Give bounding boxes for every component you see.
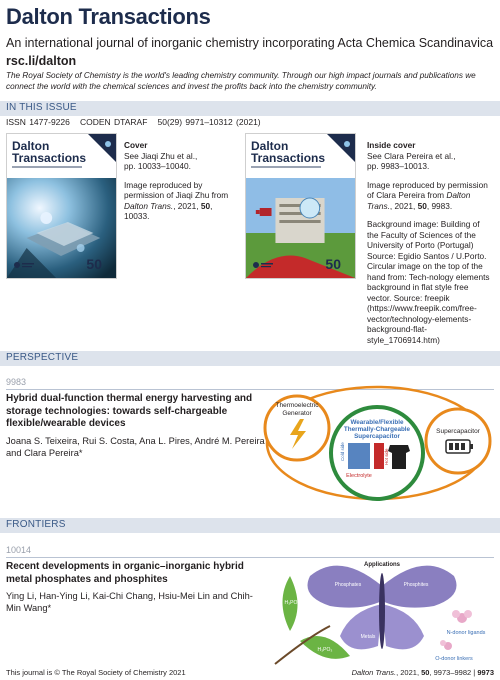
inside-cover-background-credit: Background image: Building of the Faculty of Sciences of the University of Porto (Portugal) Source: Egidio Santos / U.Porto. Circular image on the top of the hand from: Tech-nology elements background in flat style free vector. Source: freepik (https://www.freepik.com/free-vector/technology-elements-background-flat-style_1706914.htm) [367,219,490,345]
in-this-issue-bar [0,101,500,116]
frontiers-authors: Ying Li, Han-Ying Li, Kai-Chi Chang, Hsiu-Mei Lin and Chih-Min Wang* [6,591,253,613]
perspective-bar [0,351,500,366]
svg-text:O-donor linkers: O-donor linkers [435,656,473,662]
frontiers-article-number: 10014 [6,545,32,555]
svg-text:Phosphites: Phosphites [403,582,429,588]
frontiers-bar [0,518,500,533]
inside-cover-heading: Inside cover [367,140,416,150]
journal-url[interactable]: rsc.li/dalton [6,54,77,68]
issn-line [6,117,261,127]
svg-text:Generator: Generator [282,410,312,417]
inside-cover-title: Dalton Transactions [251,139,326,165]
butterfly-lower-left-wing [340,604,382,649]
coden: CODEN DTARAF [79,117,148,127]
svg-text:H₃PO₄: H₃PO₄ [284,600,300,606]
supercapacitor-circle [426,409,490,473]
inside-cover-ribbon-icon [315,134,355,174]
inside-cover-image [245,133,356,279]
inside-cover-caption: Inside cover See Clara Pereira et al., pp. 9983–10013. Image reproduced by permission of Clara Pereira from Dalton Trans., 2021, 50, 9983. Background image: Building of the Faculty of Sciences of the University of Porto (Portugal) Source: Egidio Santos / U.Porto. Circular image on the top of the hand from: Tech-nology elements background in flat style free vector. Source: freepik (https://www.freepik.com/free-vector/technology-elements-background-flat-style_1706914.htm) [367,140,490,345]
footer-copyright: This journal is © The Royal Society of Chemistry 2021 [6,668,186,677]
cover-50-anniversary: 50 [86,256,102,272]
frontiers-article-title[interactable]: Recent developments in organic–inorganic hybrid metal phosphates and phosphites [6,561,244,585]
journal-subtitle: An international journal of inorganic chemistry incorporating Acta Chemica Scandinavica [6,36,494,50]
svg-text:Thermally-Chargeable: Thermally-Chargeable [343,426,411,433]
section-label-in-this-issue: IN THIS ISSUE [6,102,77,113]
svg-text:Hot side: Hot side [384,448,389,465]
inside-rsc-logo [252,260,274,270]
cover-title: Dalton Transactions [12,139,87,165]
rsc-logo [13,260,35,270]
footer-citation: Dalton Trans., 2021, 50, 9973–9982 | 9973 [351,668,494,677]
issn: ISSN 1477-9226 [6,117,70,127]
butterfly-lower-right-wing [382,604,424,649]
front-cover-heading: Cover [124,140,148,150]
section-label-perspective: PERSPECTIVE [6,352,79,363]
svg-text:Phosphates: Phosphates [334,582,362,588]
perspective-article-title[interactable]: Hybrid dual-function thermal energy harvesting and storage technologies: towards self-chargeable flexible/wearable devices [6,393,253,429]
perspective-article-number: 9983 [6,377,27,387]
perspective-graphic [262,383,494,505]
svg-text:Supercapacitor: Supercapacitor [436,428,480,435]
rsc-blurb: The Royal Society of Chemistry is the world's leading chemistry community. Through our high impact journals and publications we connect the world with the chemical sciences and invest the profits back into the chemistry community. [6,71,476,91]
front-cover-image [6,133,117,279]
journal-title: Dalton Transactions [6,4,211,29]
cover-ribbon-icon [76,134,116,174]
section-label-frontiers: FRONTIERS [6,519,66,530]
svg-text:Cold side: Cold side [340,442,345,461]
svg-text:H₃PO₃: H₃PO₃ [317,647,333,653]
inside-cover-50-anniversary: 50 [325,256,341,272]
svg-text:N-donor ligands: N-donor ligands [446,630,486,636]
svg-text:Electrolyte: Electrolyte [346,473,372,479]
svg-text:Metals: Metals [360,634,376,640]
svg-text:Wearable/Flexible: Wearable/Flexible [350,419,404,426]
perspective-authors: Joana S. Teixeira, Rui S. Costa, Ana L. Pires, André M. Pereira and Clara Pereira* [6,436,265,458]
svg-text:Applications: Applications [363,562,401,568]
svg-text:Thermoelectric: Thermoelectric [275,402,319,409]
page-number: 9973 [477,668,494,677]
svg-text:Supercapacitor: Supercapacitor [354,433,400,440]
volume-info: 50(29) 9971–10312 (2021) [157,117,261,127]
frontiers-graphic [270,556,494,666]
front-cover-caption: Cover See Jiaqi Zhu et al., pp. 10033–10040. Image reproduced by permission of Jiaqi Zhu from Dalton Trans., 2021, 50, 10033. [124,140,229,221]
